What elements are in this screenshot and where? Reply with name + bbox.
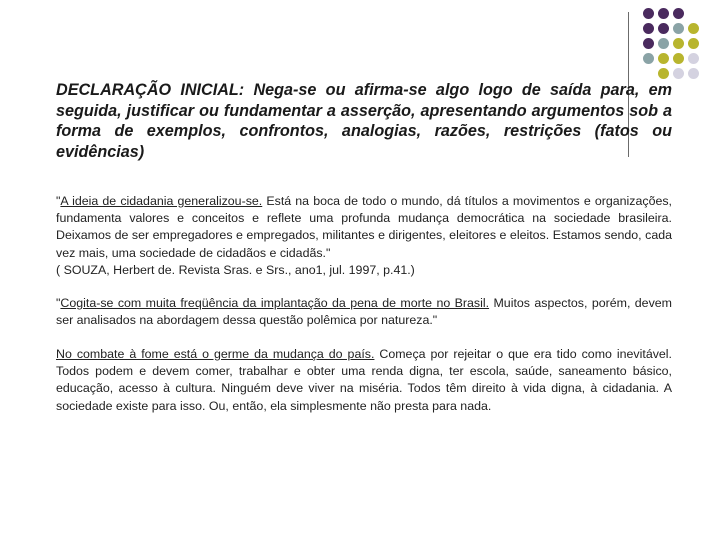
paragraph-1-lead: " <box>56 194 61 208</box>
decorative-dot <box>688 23 699 34</box>
decorative-dot <box>658 23 669 34</box>
decorative-dot <box>673 8 684 19</box>
decorative-dot <box>658 38 669 49</box>
heading-paragraph <box>56 80 672 162</box>
decorative-dot <box>658 68 669 79</box>
decorative-dot <box>673 53 684 64</box>
example-paragraph-1 <box>56 193 672 279</box>
paragraph-2-lead: " <box>56 296 61 310</box>
paragraph-2-thesis: Cogita-se com muita freqüência da implantação da pena de morte no Brasil. <box>60 296 490 310</box>
decorative-dot <box>673 23 684 34</box>
decorative-dot <box>688 38 699 49</box>
paragraph-1-citation: ( SOUZA, Herbert de. Revista Sras. e Srs., ano1, jul. 1997, p.41.) <box>56 262 415 277</box>
paragraph-2-body: Muitos aspectos, porém, devem ser analisados na abordagem dessa questão polêmica por natureza." <box>56 296 672 328</box>
decorative-dot <box>643 38 654 49</box>
heading-label: DECLARAÇÃO INICIAL: <box>56 81 245 99</box>
decorative-dot <box>688 68 699 79</box>
paragraph-1-thesis: A ideia de cidadania generalizou-se. <box>60 194 263 208</box>
example-paragraph-3 <box>56 346 672 415</box>
decorative-dot <box>658 8 669 19</box>
decorative-dot <box>643 23 654 34</box>
decorative-dot <box>643 8 654 19</box>
heading-text: Nega-se ou afirma-se algo logo de saída para, em seguida, justificar ou fundamentar a asserção, apresentando argumentos sob a forma de exemplos, confrontos, analogias, razões, restrições (fatos ou evidências) <box>56 81 672 161</box>
decorative-dot <box>673 38 684 49</box>
example-paragraph-2 <box>56 295 672 329</box>
decorative-dot <box>688 53 699 64</box>
paragraph-1-body: Está na boca de todo o mundo, dá títulos a movimentos e organizações, fundamenta valores e conceitos e reflete uma profunda mudança democrática na sociedade brasileira. Deixamos de ser empregadores e empregados, militantes e dirigentes, eleitores e eleitos. Estamos sendo, cada vez mais, uma sociedade de cidadãos e cidadãs." <box>56 194 672 260</box>
decorative-dot <box>643 53 654 64</box>
paragraph-3-thesis: No combate à fome está o germe da mudança do país. <box>56 347 375 361</box>
decorative-dot <box>658 53 669 64</box>
decorative-dot <box>673 68 684 79</box>
paragraph-3-body: Começa por rejeitar o que era tido como inevitável. Todos podem e devem comer, trabalhar e obter uma renda digna, ter escola, saúde, saneamento básico, educação, acesso à cultura. Ninguém deve viver na miséria. Todos têm direito à vida digna, à cidadania. A sociedade existe para isso. Ou, então, ela simplesmente não presta para nada. <box>56 347 672 413</box>
